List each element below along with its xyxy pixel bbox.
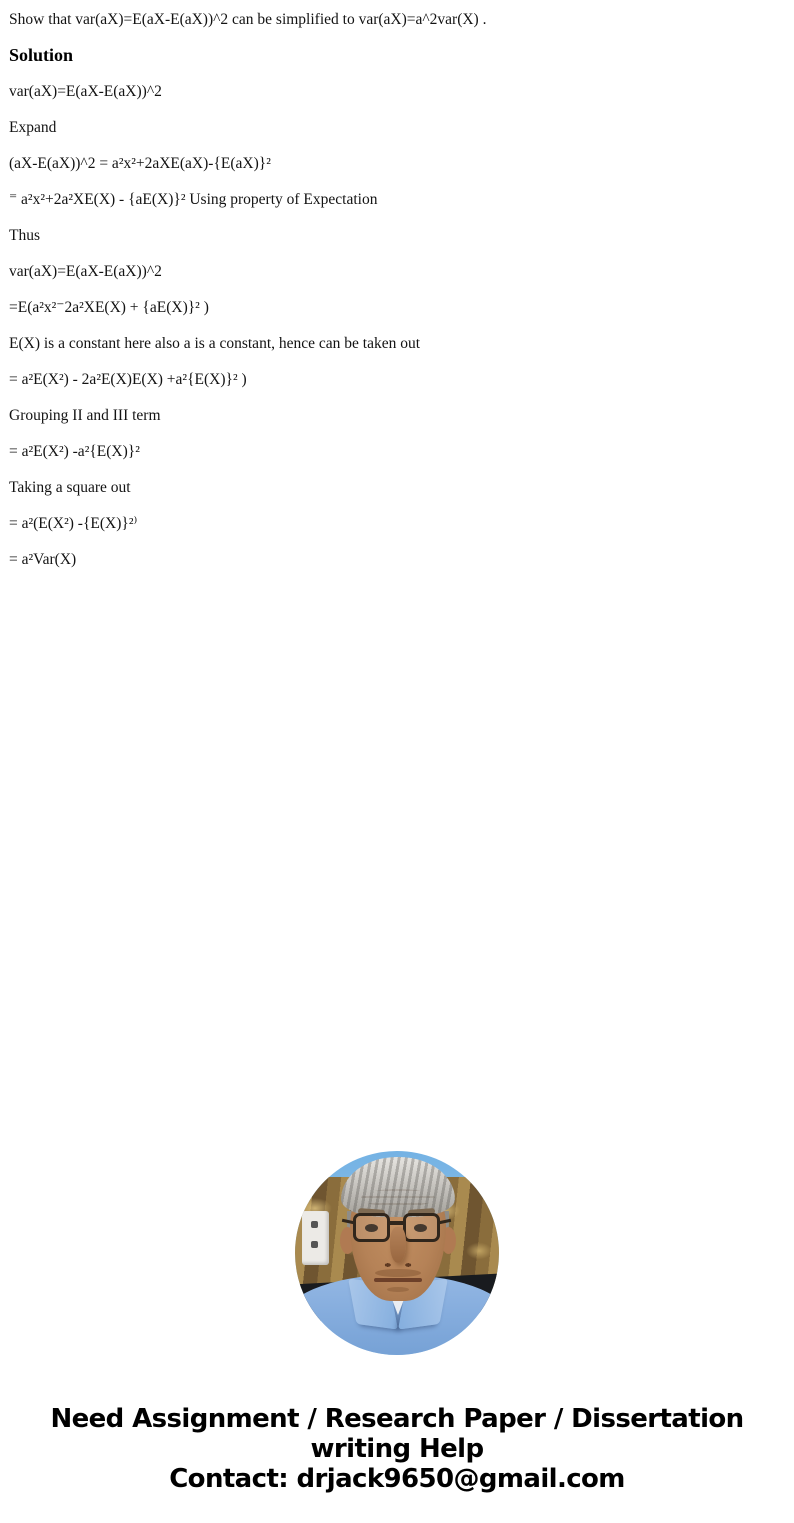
glasses-lens-right	[403, 1213, 440, 1242]
avatar-nostrils	[382, 1261, 414, 1269]
solution-document	[0, 0, 794, 570]
problem-statement: Show that var(aX)=E(aX-E(aX))^2 can be simplified to var(aX)=a^2var(X) .	[9, 11, 487, 28]
solution-step: Expand	[9, 119, 57, 136]
solution-step: var(aX)=E(aX-E(aX))^2	[9, 263, 162, 280]
solution-step: (aX-E(aX))^2 = a²x²+2aXE(aX)-{E(aX)}²	[9, 155, 271, 172]
avatar-chin-crease	[387, 1287, 409, 1292]
solution-step: =E(a²x²⁻2a²XE(X) + {aE(X)}² )	[9, 299, 209, 316]
avatar-forehead-wrinkles	[361, 1189, 435, 1207]
tutor-avatar-photo	[295, 1151, 499, 1355]
solution-step: E(X) is a constant here also a is a constant, hence can be taken out	[9, 335, 421, 352]
solution-step: ⁼ a²x²+2a²XE(X) - {aE(X)}² Using property of Expectation	[9, 191, 378, 208]
footer-line: writing Help	[310, 1434, 484, 1464]
solution-step: Taking a square out	[9, 479, 131, 496]
footer-contact-line: Contact: drjack9650@gmail.com	[169, 1464, 625, 1494]
solution-step: Thus	[9, 227, 40, 244]
solution-step: = a²Var(X)	[9, 551, 77, 568]
solution-step: var(aX)=E(aX-E(aX))^2	[9, 83, 162, 100]
solution-step: = a²E(X²) - 2a²E(X)E(X) +a²{E(X)}² )	[9, 371, 247, 388]
avatar-mouth	[374, 1278, 422, 1282]
solution-step: = a²(E(X²) -{E(X)}²⁾	[9, 515, 138, 532]
solution-step: = a²E(X²) -a²{E(X)}²	[9, 443, 140, 460]
footer-banner	[0, 1404, 794, 1494]
avatar-upper-lip-shadow	[375, 1269, 421, 1277]
avatar-nose	[390, 1227, 406, 1263]
solution-step: Grouping II and III term	[9, 407, 161, 424]
solution-heading: Solution	[9, 45, 74, 65]
wall-switch-plate	[302, 1211, 329, 1265]
footer-line: Need Assignment / Research Paper / Dissertation	[50, 1404, 744, 1434]
glasses-bridge	[388, 1221, 404, 1225]
glasses-lens-left	[353, 1213, 390, 1242]
